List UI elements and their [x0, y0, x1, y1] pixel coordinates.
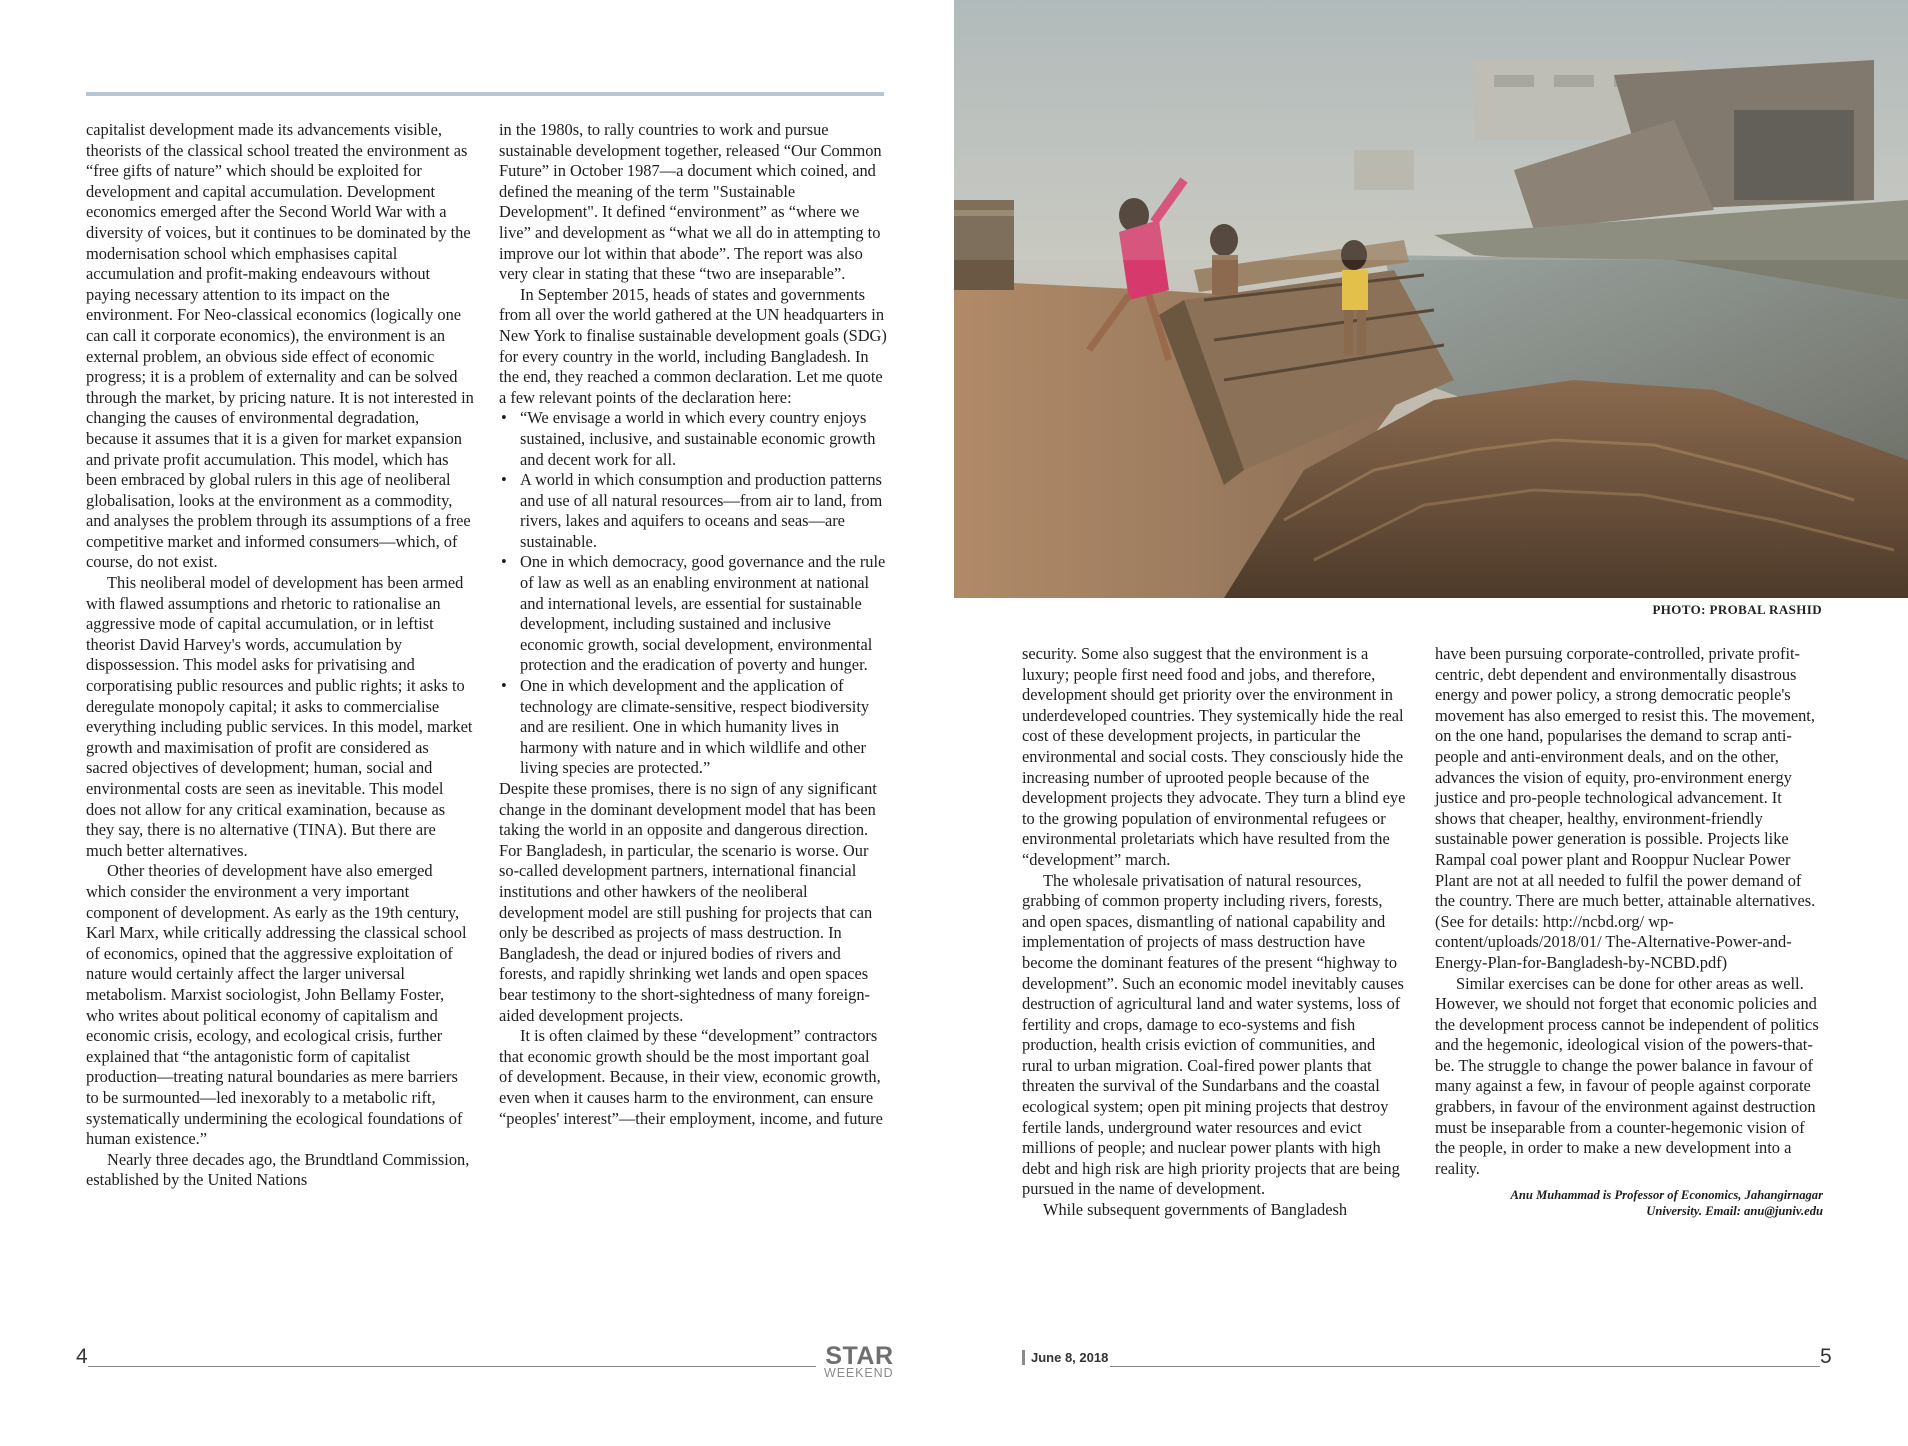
article-photo — [954, 0, 1908, 598]
footer-rule-right — [1110, 1366, 1820, 1367]
paragraph: have been pursuing corporate-controlled, private profit-centric, debt dependent and environmentally disastrous energy and power policy, a strong democratic people's movement has also emerged to resist this. The movement, on the one hand, popularises the demand to scrap anti-people and anti-environment deals, and on the other, advances the vision of equity, pro-environment energy justice and pro-people technological advancement. It shows that cheaper, healthy, environment-friendly sustainable power generation is possible. Projects like Rampal coal power plant and Rooppur Nuclear Power Plant are not at all needed to fulfil the power demand of the country. There are much better, attainable alternatives. (See for details: http://ncbd.org/ wp-content/uploads/2018/01/ The-Alternative-Power-and-Energy-Plan-for-Bangladesh-by-NCBD.pdf) — [1435, 644, 1816, 972]
issue-date: June 8, 2018 — [1022, 1350, 1108, 1365]
paragraph: Other theories of development have also emerged which consider the environment a very important component of development. As early as the 19th century, Karl Marx, while critically addressing the classical school of economics, opined that the aggressive exploitation of nature would certainly affect the larger universal metabolism. Marxist sociologist, John Bellamy Foster, who writes about political economy of capitalism and economic crisis, ecology, and ecological crisis, further explained that “the antagonistic form of capitalist production—treating natural boundaries as mere barriers to be surmounted—led inexorably to a metabolic rift, systematically undermining the ecological foundations of human existence.” — [86, 861, 467, 1149]
author-bio — [1435, 1187, 1823, 1219]
paragraph: This neoliberal model of development has been armed with flawed assumptions and rhetoric to rationalise an aggressive mode of capital accumulation, or in leftist theorist David Harvey's words, accumulation by dispossession. This model asks for privatising and corporatising public resources and public rights; it asks to deregulate monopoly capital; it asks to commercialise everything including public services. In this model, market growth and maximisation of profit are considered as sacred objectives of development; human, social and environmental costs are seen as inevitable. This model does not allow for any critical examination, because as they say, there is no alternative (TINA). But there are much better alternatives. — [86, 573, 473, 860]
photo-credit: PHOTO: PROBAL RASHID — [1652, 602, 1822, 617]
article-column-2 — [499, 120, 887, 1129]
paragraph: security. Some also suggest that the environment is a luxury; people first need food and jobs, and therefore, development should get priority over the environment in underdeveloped countries. They systemically hide the real cost of these development projects, in particular the environmental and social costs. They consciously hide the increasing number of uprooted people because of the development projects they advocate. They turn a blind eye to the growing population of environmental refugees or environmental proletariats which have resulted from the “development” march. — [1022, 644, 1406, 869]
list-item: • One in which development and the application of technology are climate-sensitive, respect biodiversity and are resilient. One in which humanity lives in harmony with nature and in which wildlife and other living species are protected.” — [520, 676, 887, 779]
footer-rule-left — [88, 1366, 816, 1367]
paragraph: Similar exercises can be done for other areas as well. However, we should not forget that economic policies and the development process cannot be independent of politics and the hegemonic, ideological vision of the powers-that-be. The struggle to change the power balance in favour of many against a few, in favour of people against corporate grabbers, in favour of the environment against destruction must be inseparable from a counter-hegemonic vision of the people, in order to make a new development into a reality. — [1435, 973, 1819, 1178]
article-column-3 — [1022, 644, 1410, 1221]
paragraph: The wholesale privatisation of natural resources, grabbing of common property including rivers, forests, and open spaces, dismantling of national capability and implementation of projects of mass destruction have become the dominant features of the present “highway to development”. Such an economic model inevitably causes destruction of agricultural land and water systems, loss of fertility and crops, damage to eco-systems and fish production, health crisis eviction of communities, and rural to urban migration. Coal-fired power plants that threaten the survival of the Sundarbans and the coastal ecological system; open pit mining projects that destroy fertile lands, underground water resources and evict millions of people; and nuclear power plants with high debt and high risk are high priority projects that are being pursued in the name of development. — [1022, 870, 1404, 1199]
list-item: • A world in which consumption and production patterns and use of all natural resources—from air to land, from rivers, lakes and aquifers to oceans and seas—are sustainable. — [520, 470, 887, 552]
author-bio-line: University. Email: anu@juniv.edu — [1646, 1204, 1823, 1219]
author-bio-line: Anu Muhammad is Professor of Economics, Jahangirnagar — [1510, 1188, 1823, 1203]
list-item: • “We envisage a world in which every country enjoys sustained, inclusive, and sustainable economic growth and decent work for all. — [520, 408, 887, 470]
paragraph: Despite these promises, there is no sign of any significant change in the dominant development model that has been taking the world in an opposite and dangerous direction. For Bangladesh, in particular, the scenario is worse. Our so-called development partners, international financial institutions and other hawkers of the neoliberal development model are still pushing for projects that can only be described as projects of mass destruction. In Bangladesh, the dead or injured bodies of rivers and forests, and rapidly shrinking wet lands and open spaces bear testimony to the short-sightedness of many foreign-aided development projects. — [499, 779, 877, 1025]
paragraph: in the 1980s, to rally countries to work and pursue sustainable development together, released “Our Common Future” in October 1987—a document which coined, and defined the meaning of the term "Sustainable Development". It defined “environment” as “where we live” and development as “what we all do in attempting to improve our lot within that abode”. The report was also very clear in stating that these “two are inseparable”. — [499, 120, 882, 284]
logo-wordmark: STAR — [825, 1342, 894, 1370]
paragraph: Nearly three decades ago, the Brundtland Commission, established by the United Nations — [86, 1149, 470, 1190]
page-number-left: 4 — [76, 1345, 88, 1368]
page-number-right: 5 — [1820, 1345, 1832, 1368]
header-rule — [86, 92, 884, 96]
photo-illustration — [954, 0, 1908, 598]
paragraph: In September 2015, heads of states and governments from all over the world gathered at the UN headquarters in New York to finalise sustainable development goals (SDG) for every country in the world, including Bangladesh. In the end, they reached a common declaration. Let me quote a few relevant points of the declaration here: — [499, 284, 887, 407]
paragraph: capitalist development made its advancements visible, theorists of the classical school treated the environment as “free gifts of nature” which should be exploited for development and capital accumulation. Development economics emerged after the Second World War with a diversity of voices, but it continues to be dominated by the modernisation school which emphasises capital accumulation and profit-making endeavours without paying necessary attention to its impact on the environment. For Neo-classical economics (logically one can call it corporate economics), the environment is an external problem, an obvious side effect of economic progress; it is a problem of externality and can be solved through the market, by pricing nature. It is not interested in changing the causes of environmental degradation, because it assumes that it is a given for market expansion and private profit accumulation. This model, which has been embraced by global rulers in this age of neoliberal globalisation, looks at the environment as a commodity, and analyses the problem through its assumptions of a free competitive market and informed consumers—which, of course, do not exist. — [86, 120, 474, 572]
paragraph: While subsequent governments of Bangladesh — [1043, 1200, 1348, 1220]
article-column-4 — [1435, 644, 1823, 1219]
article-column-1 — [86, 120, 474, 1191]
paragraph: It is often claimed by these “development” contractors that economic growth should be the most important goal of development. Because, in their view, economic growth, even when it causes harm to the environment, can ensure “peoples' interest”—their employment, income, and future — [499, 1026, 883, 1128]
publication-logo — [824, 1344, 894, 1380]
list-item: • One in which democracy, good governance and the rule of law as well as an enabling environment at national and international levels, are essential for sustainable development, including sustained and inclusive economic growth, social development, environmental protection and the eradication of poverty and hunger. — [520, 552, 887, 676]
declaration-list — [499, 408, 887, 779]
logo-subtitle: WEEKEND — [824, 1366, 894, 1380]
